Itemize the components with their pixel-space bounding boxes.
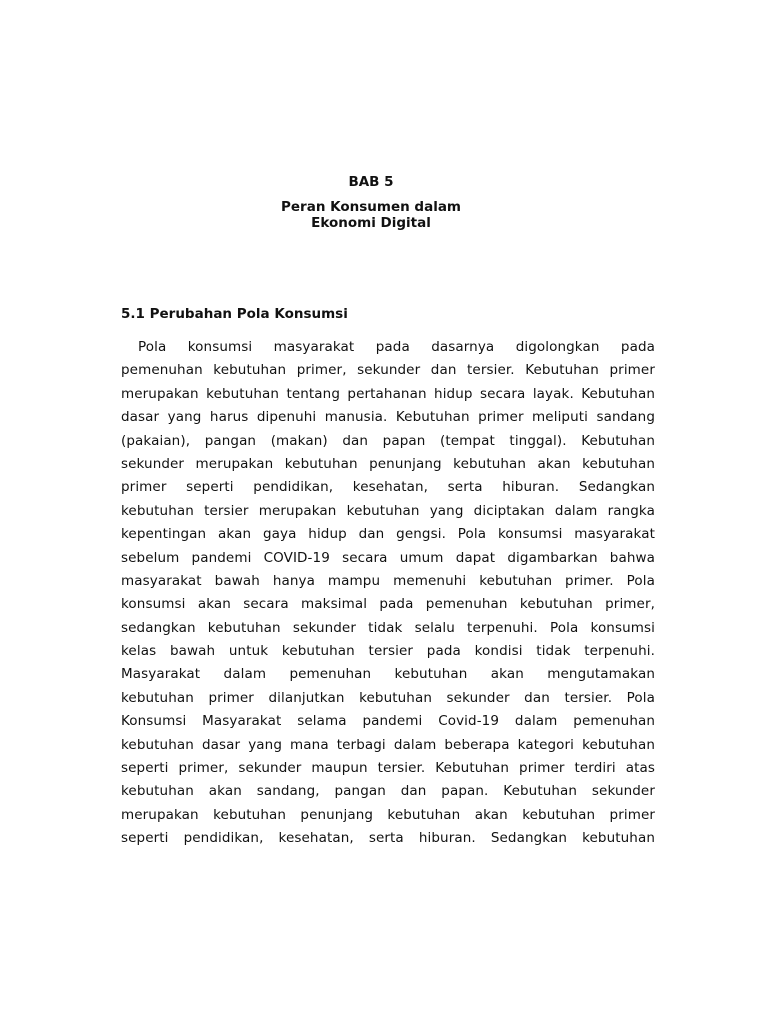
- paragraph-line: kebutuhan tersier merupakan kebutuhan yang diciptakan dalam rangka: [121, 502, 655, 519]
- paragraph-line: masyarakat bawah hanya mampu memenuhi kebutuhan primer. Pola: [121, 572, 655, 589]
- paragraph-line: dasar yang harus dipenuhi manusia. Kebutuhan primer meliputi sandang: [121, 409, 655, 426]
- paragraph-line: Masyarakat dalam pemenuhan kebutuhan akan mengutamakan: [121, 666, 655, 683]
- chapter-title-line-2: Ekonomi Digital: [311, 215, 431, 231]
- paragraph-line: kebutuhan akan sandang, pangan dan papan. Kebutuhan sekunder: [121, 783, 655, 800]
- paragraph-line: kepentingan akan gaya hidup dan gengsi. Pola konsumsi masyarakat: [121, 526, 655, 543]
- paragraph-line: kebutuhan dasar yang mana terbagi dalam beberapa kategori kebutuhan: [121, 736, 655, 753]
- paragraph-line: kebutuhan primer dilanjutkan kebutuhan sekunder dan tersier. Pola: [121, 689, 655, 706]
- paragraph-line: seperti primer, sekunder maupun tersier. Kebutuhan primer terdiri atas: [121, 760, 655, 777]
- paragraph-line: primer seperti pendidikan, kesehatan, serta hiburan. Sedangkan: [121, 479, 655, 496]
- chapter-title-line-1: Peran Konsumen dalam: [281, 199, 461, 215]
- paragraph-line: sekunder merupakan kebutuhan penunjang kebutuhan akan kebutuhan: [121, 455, 655, 472]
- chapter-label: BAB 5: [348, 174, 394, 190]
- body-paragraph: [121, 336, 655, 851]
- paragraph-line: konsumsi akan secara maksimal pada pemenuhan kebutuhan primer,: [121, 596, 655, 613]
- paragraph-line: kelas bawah untuk kebutuhan tersier pada kondisi tidak terpenuhi.: [121, 643, 655, 660]
- paragraph-line: merupakan kebutuhan penunjang kebutuhan akan kebutuhan primer: [121, 806, 655, 823]
- paragraph-line: merupakan kebutuhan tentang pertahanan hidup secara layak. Kebutuhan: [121, 385, 655, 402]
- paragraph-line: seperti pendidikan, kesehatan, serta hiburan. Sedangkan kebutuhan: [121, 830, 655, 847]
- section-heading: 5.1 Perubahan Pola Konsumsi: [121, 306, 348, 322]
- chapter-title: [0, 199, 742, 231]
- paragraph-line: (pakaian), pangan (makan) dan papan (tempat tinggal). Kebutuhan: [121, 432, 655, 449]
- paragraph-line: sedangkan kebutuhan sekunder tidak selalu terpenuhi. Pola konsumsi: [121, 619, 655, 636]
- paragraph-line: pemenuhan kebutuhan primer, sekunder dan tersier. Kebutuhan primer: [121, 362, 655, 379]
- paragraph-line: sebelum pandemi COVID-19 secara umum dapat digambarkan bahwa: [121, 549, 655, 566]
- paragraph-line: Konsumsi Masyarakat selama pandemi Covid-19 dalam pemenuhan: [121, 713, 655, 730]
- paragraph-line: Pola konsumsi masyarakat pada dasarnya digolongkan pada: [138, 339, 655, 355]
